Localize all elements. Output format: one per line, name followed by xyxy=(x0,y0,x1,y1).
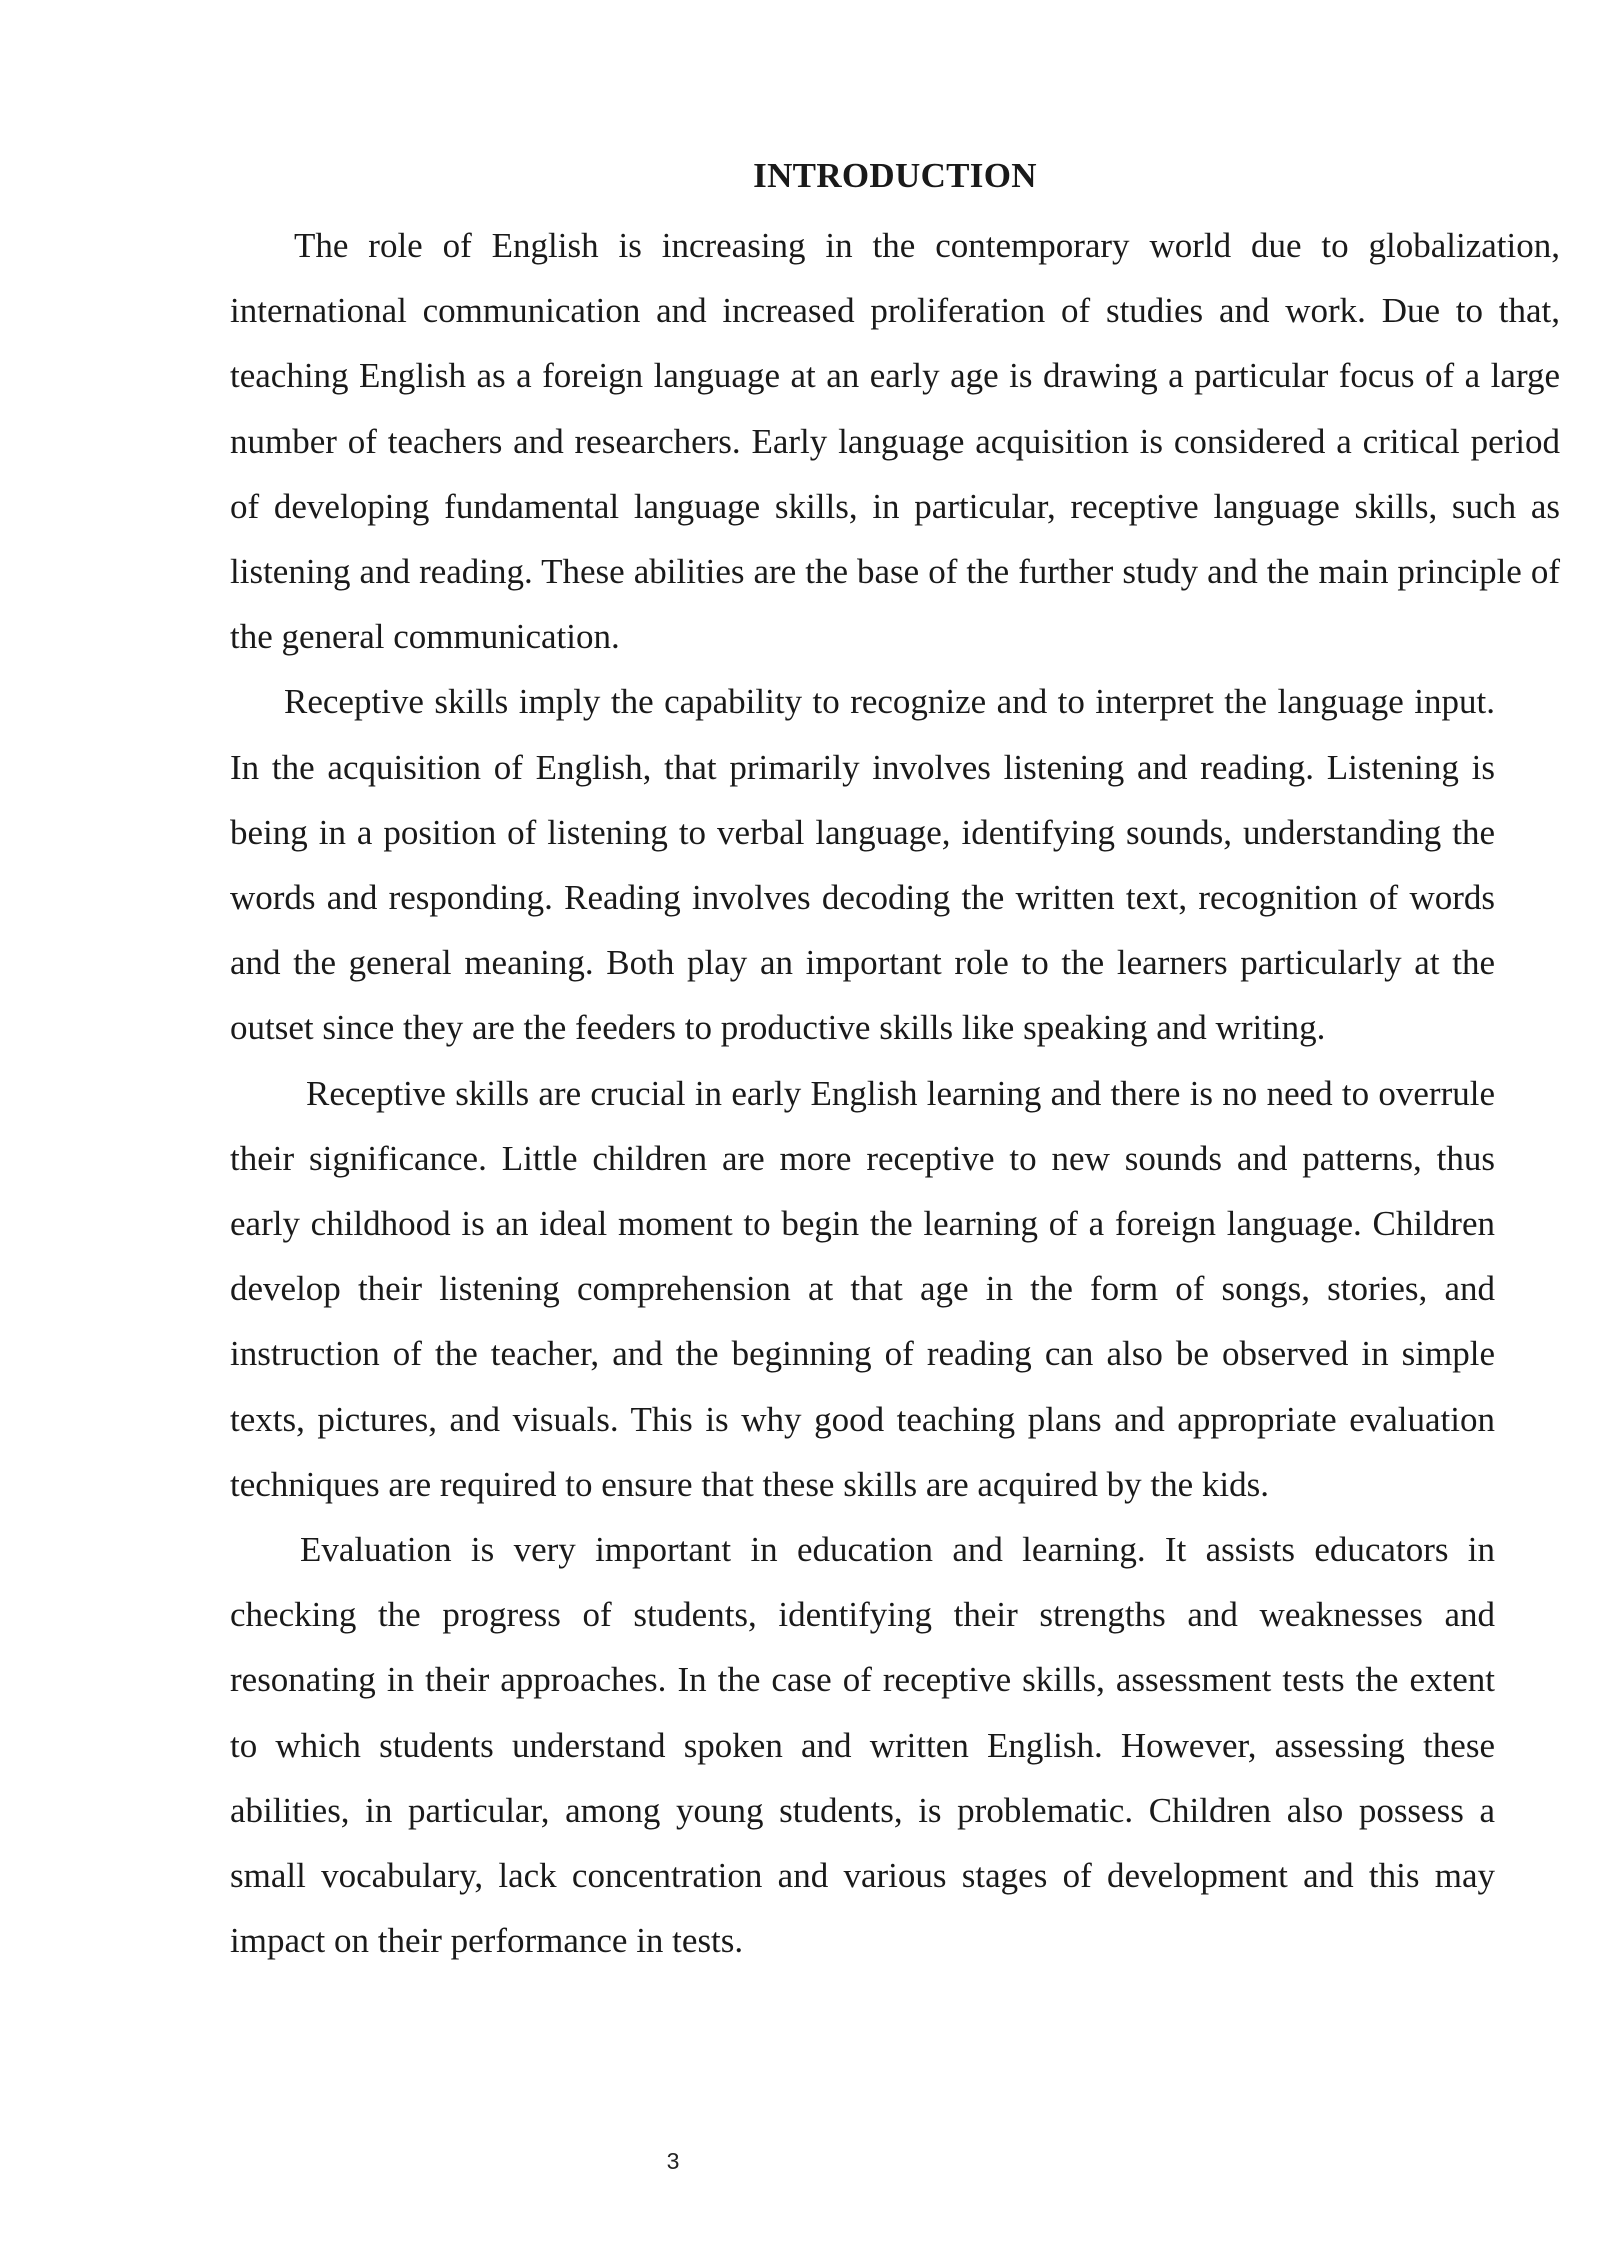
body-text xyxy=(230,213,1560,1973)
page-title: INTRODUCTION xyxy=(753,156,1037,195)
paragraph-1: The role of English is increasing in the contemporary world due to globalization, international communication and increased proliferation of studies and work. Due to that, teaching English as a foreign language at an early age is drawing a particular focus of a large number of teachers and researchers. Early language acquisition is considered a critical period of developing fundamental language skills, in particular, receptive language skills, such as listening and reading. These abilities are the base of the further study and the main principle of the general communication. xyxy=(230,226,1560,657)
paragraph-3: Receptive skills are crucial in early English learning and there is no need to overrule their significance. Little children are more receptive to new sounds and patterns, thus early childhood is an ideal moment to begin the learning of a foreign language. Children develop their listening comprehension at that age in the form of songs, stories, and instruction of the teacher, and the beginning of reading can also be observed in simple texts, pictures, and visuals. This is why good teaching plans and appropriate evaluation techniques are required to ensure that these skills are acquired by the kids. xyxy=(230,1073,1495,1504)
paragraph-4: Evaluation is very important in education and learning. It assists educators in checking the progress of students, identifying their strengths and weaknesses and resonating in their approaches. In the case of receptive skills, assessment tests the extent to which students understand spoken and written English. However, assessing these abilities, in particular, among young students, is problematic. Children also possess a small vocabulary, lack concentration and various stages of development and this may impact on their performance in tests. xyxy=(230,1530,1495,1961)
paragraph-2: Receptive skills imply the capability to recognize and to interpret the language input. In the acquisition of English, that primarily involves listening and reading. Listening is being in a position of listening to verbal language, identifying sounds, understanding the words and responding. Reading involves decoding the written text, recognition of words and the general meaning. Both play an important role to the learners particularly at the outset since they are the feeders to productive skills like speaking and writing. xyxy=(230,682,1495,1048)
page-number: 3 xyxy=(666,2148,680,2174)
